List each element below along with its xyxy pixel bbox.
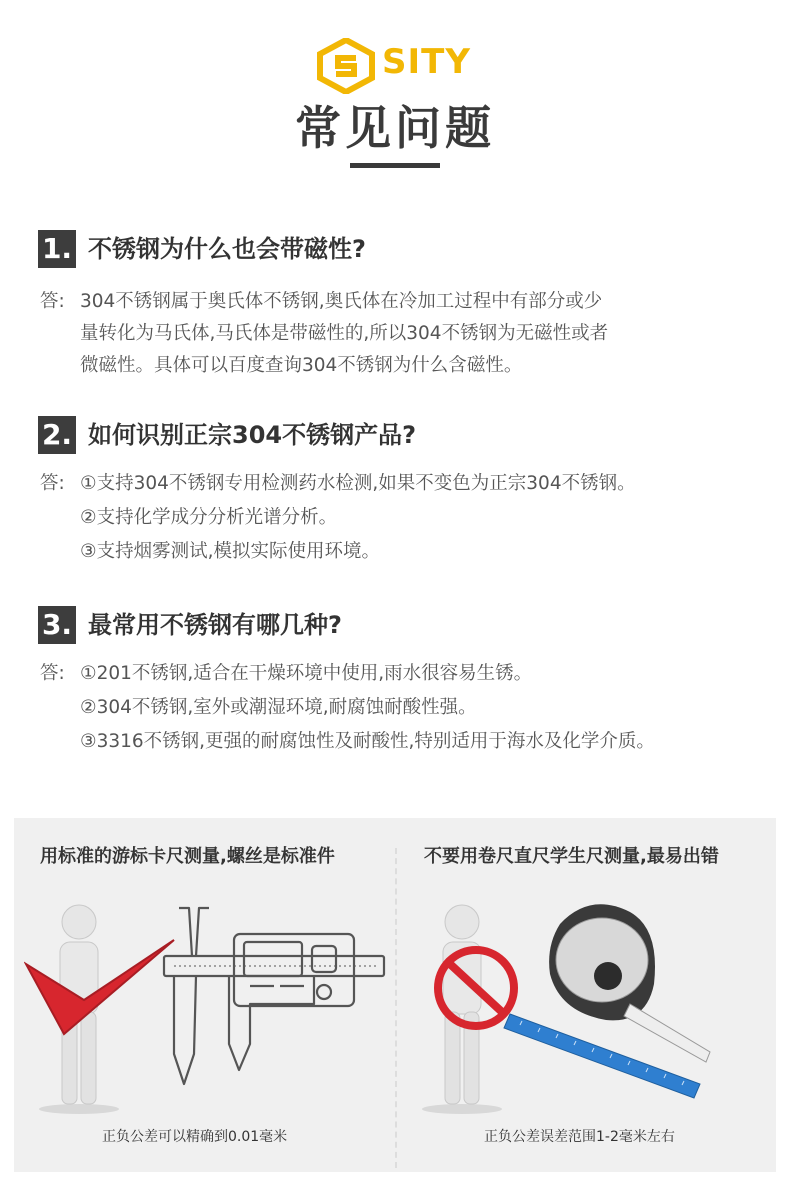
tape-ruler-illustration xyxy=(410,894,770,1114)
right-heading: 不要用卷尺直尺学生尺测量,最易出错 xyxy=(424,846,719,867)
answer-label: 答: xyxy=(40,291,65,312)
question-text: 如何识别正宗304不锈钢产品? xyxy=(88,421,417,449)
answer-line: ③3316不锈钢,更强的耐腐蚀性及耐酸性,特别适用于海水及化学介质。 xyxy=(80,731,655,752)
vernier-caliper-icon xyxy=(164,908,384,1084)
panel-divider xyxy=(395,848,397,1168)
checkmark-icon xyxy=(26,940,174,1034)
question-text: 最常用不锈钢有哪几种? xyxy=(88,611,342,639)
answer-line: ③支持烟雾测试,模拟实际使用环境。 xyxy=(80,541,380,562)
question-number-badge: 1. xyxy=(38,230,76,268)
answer-line: ①支持304不锈钢专用检测药水检测,如果不变色为正宗304不锈钢。 xyxy=(80,473,636,494)
answer-line: 304不锈钢属于奥氏体不锈钢,奥氏体在冷加工过程中有部分或少 xyxy=(80,291,603,312)
comparison-panel xyxy=(14,818,776,1172)
answer-line: 微磁性。具体可以百度查询304不锈钢为什么含磁性。 xyxy=(80,355,523,376)
answer-line: ②304不锈钢,室外或潮湿环境,耐腐蚀耐酸性强。 xyxy=(80,697,477,718)
ruler-icon xyxy=(504,1014,700,1098)
left-caption: 正负公差可以精确到0.01毫米 xyxy=(102,1129,288,1145)
answer-block xyxy=(40,658,780,758)
brand-name: SITY xyxy=(382,42,471,82)
answer-line: ②支持化学成分分析光谱分析。 xyxy=(80,507,338,528)
answer-line: ①201不锈钢,适合在干燥环境中使用,雨水很容易生锈。 xyxy=(80,663,533,684)
question-number-badge: 2. xyxy=(38,416,76,454)
answer-label: 答: xyxy=(40,663,65,684)
left-heading: 用标准的游标卡尺测量,螺丝是标准件 xyxy=(40,846,335,867)
brand-logo xyxy=(316,38,486,94)
figure-icon xyxy=(422,905,502,1114)
answer-block xyxy=(40,286,760,386)
title-underline xyxy=(350,163,440,168)
answer-block xyxy=(40,468,780,568)
answer-line: 量转化为马氏体,马氏体是带磁性的,所以304不锈钢为无磁性或者 xyxy=(80,323,609,344)
question-text: 不锈钢为什么也会带磁性? xyxy=(88,235,366,263)
page-title: 常见问题 xyxy=(295,101,495,155)
answer-label: 答: xyxy=(40,473,65,494)
question-number-badge: 3. xyxy=(38,606,76,644)
caliper-illustration xyxy=(24,894,389,1114)
logo-mark-icon xyxy=(316,38,376,94)
right-caption: 正负公差误差范围1-2毫米左右 xyxy=(484,1129,675,1145)
